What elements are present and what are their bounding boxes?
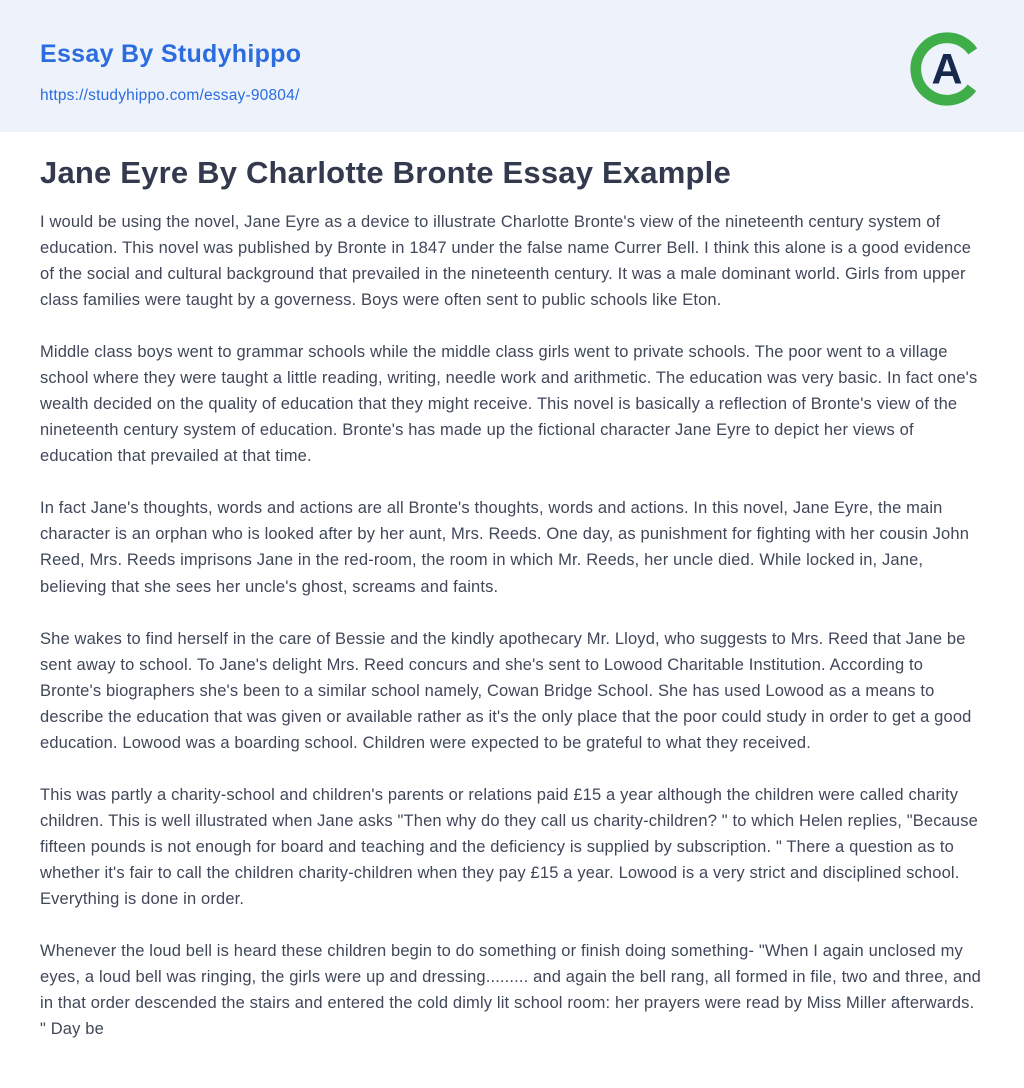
header-text-block bbox=[40, 30, 301, 105]
studyhippo-logo-icon bbox=[908, 30, 986, 108]
studyhippo-logo[interactable] bbox=[908, 30, 986, 108]
essay-title: Jane Eyre By Charlotte Bronte Essay Example bbox=[40, 155, 731, 190]
site-title-link[interactable]: Essay By Studyhippo bbox=[40, 40, 302, 68]
essay-article bbox=[0, 132, 1024, 1088]
page-header bbox=[0, 0, 1024, 132]
essay-paragraph: Middle class boys went to grammar schools while the middle class girls went to private schools. The poor went to a village school where they were taught a little reading, writing, needle work and arithmetic. The education was very basic. In fact one's wealth decided on the quality of education that they might receive. This novel is basically a reflection of Bronte's view of the nineteenth century system of education. Bronte's has made up the fictional character Jane Eyre to depict her views of education that prevailed at that time. bbox=[40, 343, 978, 466]
essay-paragraph: This was partly a charity-school and children's parents or relations paid £15 a year although the children were called charity children. This is well illustrated when Jane asks "Then why do they call us charity-children? " to which Helen replies, "Because fifteen pounds is not enough for board and teaching and the deficiency is supplied by subscription. " There a question as to whether it's fair to call the children charity-children when they pay £15 a year. Lowood is a very strict and disciplined school. Everything is done in order. bbox=[40, 785, 978, 909]
essay-paragraph: She wakes to find herself in the care of Bessie and the kindly apothecary Mr. Lloyd, who suggests to Mrs. Reed that Jane be sent away to school. To Jane's delight Mrs. Reed concurs and she's sent to Lowood Charitable Institution. According to Bronte's biographers she's been to a similar school namely, Cowan Bridge School. She has used Lowood as a means to describe the education that was given or available rather as it's the only place that the poor could study in order to get a good education. Lowood was a boarding school. Children were expected to be grateful to what they received. bbox=[40, 629, 972, 752]
logo-letter: A bbox=[931, 45, 963, 94]
essay-body bbox=[40, 209, 984, 1043]
essay-paragraph: I would be using the novel, Jane Eyre as a device to illustrate Charlotte Bronte's view of the nineteenth century system of education. This novel was published by Bronte in 1847 under the false name Currer Bell. I think this alone is a good evidence of the social and cultural background that prevailed in the nineteenth century. It was a male dominant world. Girls from upper class families were taught by a governess. Boys were often sent to public schools like Eton. bbox=[40, 212, 972, 309]
essay-paragraph: Whenever the loud bell is heard these children begin to do something or finish doing something- "When I again unclosed my eyes, a loud bell was ringing, the girls were up and dressing......... and again the bell rang, all formed in file, two and three, and in that order descended the stairs and entered the cold dimly lit school room: her prayers were read by Miss Miller afterwards. " Day be bbox=[40, 942, 981, 1039]
essay-url-link[interactable]: https://studyhippo.com/essay-90804/ bbox=[40, 87, 300, 104]
essay-paragraph: In fact Jane's thoughts, words and actions are all Bronte's thoughts, words and actions. In this novel, Jane Eyre, the main character is an orphan who is looked after by her aunt, Mrs. Reeds. One day, as punishment for fighting with her cousin John Reed, Mrs. Reeds imprisons Jane in the red-room, the room in which Mr. Reeds, her uncle died. While locked in, Jane, believing that she sees her uncle's ghost, screams and faints. bbox=[40, 499, 970, 596]
